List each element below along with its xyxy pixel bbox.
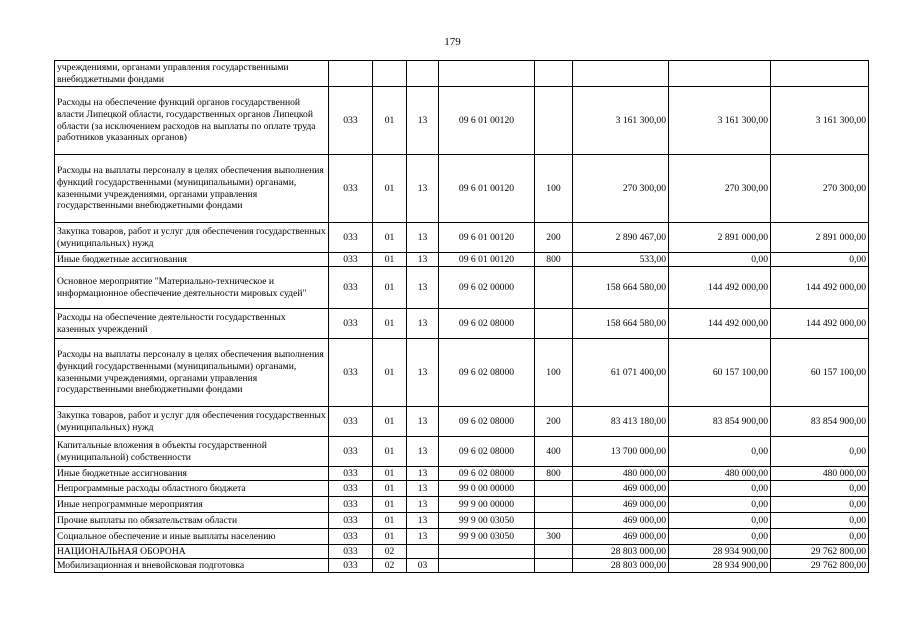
amount-year-3: 144 492 000,00	[771, 309, 869, 339]
row-name: Непрограммные расходы областного бюджета	[55, 481, 329, 497]
amount-year-1	[573, 61, 669, 87]
row-name: Иные непрограммные мероприятия	[55, 497, 329, 513]
target-article-code: 99 0 00 00000	[439, 481, 535, 497]
expense-type-code	[535, 545, 573, 559]
subsection-code: 13	[407, 481, 439, 497]
table-row	[55, 155, 869, 223]
page-number: 179	[444, 36, 461, 48]
table-row	[55, 87, 869, 155]
amount-year-3: 29 762 800,00	[771, 545, 869, 559]
amount-year-1: 13 700 000,00	[573, 437, 669, 467]
expense-type-code	[535, 559, 573, 573]
amount-year-3: 0,00	[771, 497, 869, 513]
subsection-code: 13	[407, 467, 439, 481]
amount-year-2: 28 934 900,00	[669, 545, 771, 559]
amount-year-1: 158 664 580,00	[573, 309, 669, 339]
amount-year-2: 28 934 900,00	[669, 559, 771, 573]
target-article-code: 09 6 01 00120	[439, 87, 535, 155]
section-code: 01	[373, 513, 407, 529]
expense-type-code	[535, 513, 573, 529]
expense-type-code: 100	[535, 155, 573, 223]
subsection-code: 03	[407, 559, 439, 573]
subsection-code: 13	[407, 529, 439, 545]
amount-year-2: 144 492 000,00	[669, 267, 771, 309]
expense-type-code: 300	[535, 529, 573, 545]
subsection-code: 13	[407, 87, 439, 155]
expense-type-code: 800	[535, 467, 573, 481]
section-code: 02	[373, 559, 407, 573]
expense-type-code	[535, 309, 573, 339]
subsection-code: 13	[407, 309, 439, 339]
subsection-code	[407, 61, 439, 87]
expense-type-code: 400	[535, 437, 573, 467]
section-code: 01	[373, 87, 407, 155]
expense-type-code	[535, 61, 573, 87]
target-article-code: 09 6 01 00120	[439, 155, 535, 223]
amount-year-1: 469 000,00	[573, 513, 669, 529]
expense-type-code	[535, 87, 573, 155]
amount-year-1: 469 000,00	[573, 529, 669, 545]
amount-year-2: 480 000,00	[669, 467, 771, 481]
amount-year-1: 469 000,00	[573, 497, 669, 513]
table-row	[55, 545, 869, 559]
row-name: Капитальные вложения в объекты государственной (муниципальной) собственности	[55, 437, 329, 467]
amount-year-3	[771, 61, 869, 87]
table-row	[55, 339, 869, 407]
table-row	[55, 467, 869, 481]
row-name: Социальное обеспечение и иные выплаты населению	[55, 529, 329, 545]
amount-year-2: 2 891 000,00	[669, 223, 771, 253]
target-article-code: 09 6 02 08000	[439, 437, 535, 467]
amount-year-2: 144 492 000,00	[669, 309, 771, 339]
ved-code: 033	[329, 155, 373, 223]
amount-year-3: 0,00	[771, 253, 869, 267]
amount-year-3: 0,00	[771, 437, 869, 467]
target-article-code	[439, 559, 535, 573]
target-article-code: 09 6 02 08000	[439, 467, 535, 481]
amount-year-3: 270 300,00	[771, 155, 869, 223]
section-code: 01	[373, 407, 407, 437]
amount-year-1: 28 803 000,00	[573, 559, 669, 573]
subsection-code: 13	[407, 407, 439, 437]
ved-code: 033	[329, 497, 373, 513]
amount-year-1: 61 071 400,00	[573, 339, 669, 407]
amount-year-1: 480 000,00	[573, 467, 669, 481]
row-name: Закупка товаров, работ и услуг для обеспечения государственных (муниципальных) нужд	[55, 223, 329, 253]
target-article-code: 09 6 01 00120	[439, 223, 535, 253]
row-name: Мобилизационная и вневойсковая подготовка	[55, 559, 329, 573]
target-article-code: 09 6 02 00000	[439, 267, 535, 309]
row-name: Расходы на обеспечение деятельности государственных казенных учреждений	[55, 309, 329, 339]
expense-type-code: 100	[535, 339, 573, 407]
ved-code: 033	[329, 407, 373, 437]
section-code: 01	[373, 339, 407, 407]
budget-table	[54, 60, 869, 573]
amount-year-3: 60 157 100,00	[771, 339, 869, 407]
subsection-code: 13	[407, 155, 439, 223]
ved-code: 033	[329, 267, 373, 309]
target-article-code: 99 9 00 00000	[439, 497, 535, 513]
subsection-code: 13	[407, 267, 439, 309]
expense-type-code	[535, 481, 573, 497]
ved-code: 033	[329, 339, 373, 407]
ved-code: 033	[329, 223, 373, 253]
section-code: 01	[373, 481, 407, 497]
table-row	[55, 559, 869, 573]
ved-code: 033	[329, 467, 373, 481]
amount-year-3: 2 891 000,00	[771, 223, 869, 253]
ved-code: 033	[329, 87, 373, 155]
ved-code: 033	[329, 253, 373, 267]
row-name: учреждениями, органами управления государственными внебюджетными фондами	[55, 61, 329, 87]
amount-year-3: 0,00	[771, 481, 869, 497]
amount-year-1: 28 803 000,00	[573, 545, 669, 559]
amount-year-1: 83 413 180,00	[573, 407, 669, 437]
table-row	[55, 407, 869, 437]
amount-year-2	[669, 61, 771, 87]
section-code: 01	[373, 437, 407, 467]
row-name: Иные бюджетные ассигнования	[55, 253, 329, 267]
section-code: 02	[373, 545, 407, 559]
section-code: 01	[373, 497, 407, 513]
expense-type-code	[535, 267, 573, 309]
section-code: 01	[373, 223, 407, 253]
amount-year-1: 3 161 300,00	[573, 87, 669, 155]
section-code: 01	[373, 155, 407, 223]
table-row	[55, 497, 869, 513]
section-code: 01	[373, 267, 407, 309]
amount-year-3: 0,00	[771, 529, 869, 545]
ved-code: 033	[329, 529, 373, 545]
amount-year-2: 0,00	[669, 529, 771, 545]
amount-year-3: 0,00	[771, 513, 869, 529]
row-name: Закупка товаров, работ и услуг для обеспечения государственных (муниципальных) нужд	[55, 407, 329, 437]
subsection-code: 13	[407, 253, 439, 267]
subsection-code: 13	[407, 437, 439, 467]
table-body	[55, 61, 869, 573]
amount-year-1: 2 890 467,00	[573, 223, 669, 253]
ved-code: 033	[329, 437, 373, 467]
expense-type-code: 200	[535, 407, 573, 437]
amount-year-1: 158 664 580,00	[573, 267, 669, 309]
target-article-code: 09 6 02 08000	[439, 309, 535, 339]
row-name: НАЦИОНАЛЬНАЯ ОБОРОНА	[55, 545, 329, 559]
table-row	[55, 253, 869, 267]
amount-year-3: 480 000,00	[771, 467, 869, 481]
target-article-code: 99 9 00 03050	[439, 513, 535, 529]
ved-code: 033	[329, 309, 373, 339]
row-name: Прочие выплаты по обязательствам области	[55, 513, 329, 529]
amount-year-2: 270 300,00	[669, 155, 771, 223]
amount-year-2: 0,00	[669, 253, 771, 267]
target-article-code: 99 9 00 03050	[439, 529, 535, 545]
expense-type-code: 800	[535, 253, 573, 267]
row-name: Иные бюджетные ассигнования	[55, 467, 329, 481]
expense-type-code	[535, 497, 573, 513]
section-code: 01	[373, 253, 407, 267]
section-code	[373, 61, 407, 87]
row-name: Расходы на обеспечение функций органов государственной власти Липецкой области, государственных органов Липецкой области (за исключением расходов на выплаты по оплате труда работников указанных органов)	[55, 87, 329, 155]
ved-code	[329, 61, 373, 87]
section-code: 01	[373, 309, 407, 339]
amount-year-2: 0,00	[669, 513, 771, 529]
amount-year-3: 83 854 900,00	[771, 407, 869, 437]
amount-year-2: 60 157 100,00	[669, 339, 771, 407]
target-article-code: 09 6 02 08000	[439, 407, 535, 437]
row-name: Расходы на выплаты персоналу в целях обеспечения выполнения функций государственными (муниципальными) органами, казенными учреждениями, органами управления государственными внебюджетными фондами	[55, 339, 329, 407]
amount-year-1: 469 000,00	[573, 481, 669, 497]
ved-code: 033	[329, 559, 373, 573]
table-row	[55, 61, 869, 87]
table-row	[55, 309, 869, 339]
amount-year-2: 0,00	[669, 497, 771, 513]
table-row	[55, 529, 869, 545]
subsection-code: 13	[407, 339, 439, 407]
section-code: 01	[373, 529, 407, 545]
table-row	[55, 267, 869, 309]
row-name: Расходы на выплаты персоналу в целях обеспечения выполнения функций государственными (муниципальными) органами, казенными учреждениями, органами управления государственными внебюджетными фондами	[55, 155, 329, 223]
amount-year-2: 0,00	[669, 437, 771, 467]
ved-code: 033	[329, 481, 373, 497]
row-name: Основное мероприятие "Материально-техническое и информационное обеспечение деятельности мировых судей"	[55, 267, 329, 309]
section-code: 01	[373, 467, 407, 481]
amount-year-3: 3 161 300,00	[771, 87, 869, 155]
table-row	[55, 437, 869, 467]
subsection-code: 13	[407, 513, 439, 529]
subsection-code	[407, 545, 439, 559]
amount-year-3: 144 492 000,00	[771, 267, 869, 309]
ved-code: 033	[329, 513, 373, 529]
table-row	[55, 481, 869, 497]
target-article-code	[439, 545, 535, 559]
expense-type-code: 200	[535, 223, 573, 253]
subsection-code: 13	[407, 223, 439, 253]
subsection-code: 13	[407, 497, 439, 513]
amount-year-1: 270 300,00	[573, 155, 669, 223]
amount-year-2: 0,00	[669, 481, 771, 497]
target-article-code	[439, 61, 535, 87]
amount-year-3: 29 762 800,00	[771, 559, 869, 573]
table-row	[55, 513, 869, 529]
amount-year-2: 83 854 900,00	[669, 407, 771, 437]
table-row	[55, 223, 869, 253]
target-article-code: 09 6 01 00120	[439, 253, 535, 267]
target-article-code: 09 6 02 08000	[439, 339, 535, 407]
amount-year-2: 3 161 300,00	[669, 87, 771, 155]
ved-code: 033	[329, 545, 373, 559]
amount-year-1: 533,00	[573, 253, 669, 267]
